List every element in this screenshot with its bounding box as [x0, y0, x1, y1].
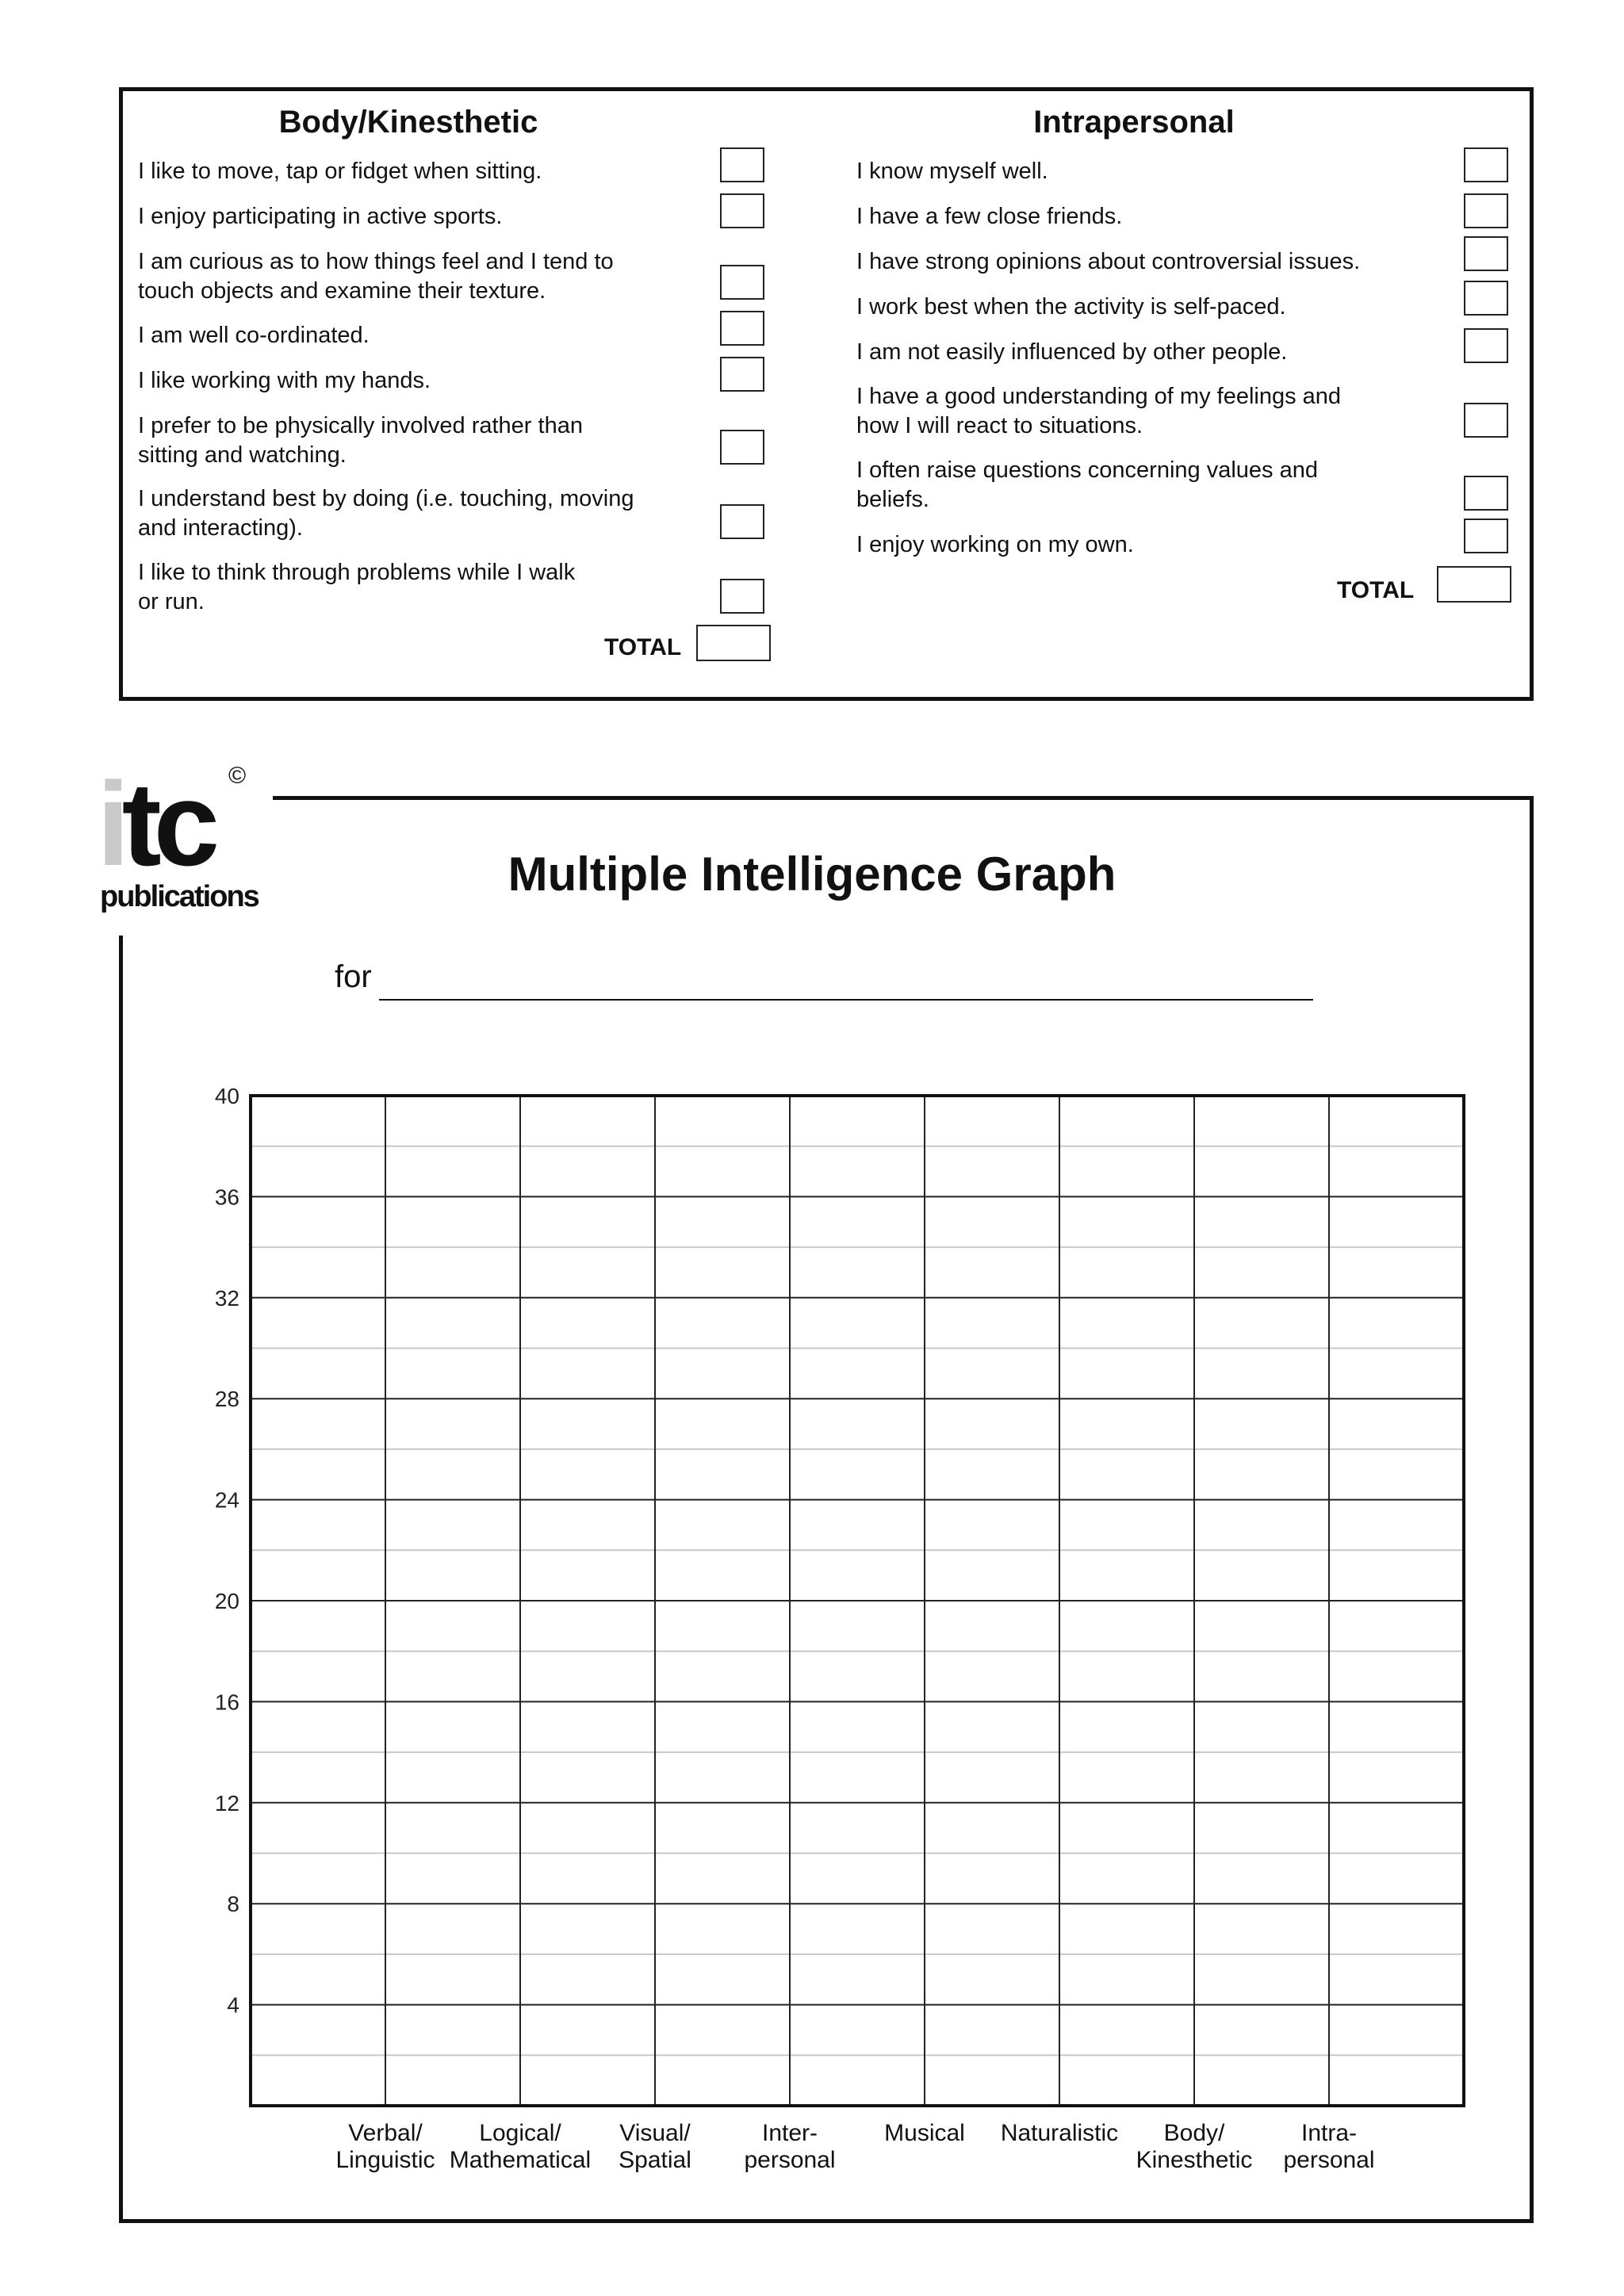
ip-item-4: I work best when the activity is self-paced.: [856, 294, 1286, 320]
x-category-label: Spatial: [619, 2147, 691, 2173]
bk-item-4: I am well co-ordinated.: [138, 323, 370, 348]
x-category-label: Mathematical: [449, 2147, 592, 2173]
x-category-label: Logical/: [479, 2120, 561, 2146]
logo-letters: itc: [97, 757, 213, 890]
x-category-label: Musical: [884, 2120, 965, 2146]
bk-item-8: I like to think through problems while I walk or run.: [138, 560, 576, 614]
x-category-label: Visual/: [619, 2120, 691, 2146]
x-category-label: Verbal/: [348, 2120, 423, 2146]
bk-item-3: I am curious as to how things feel and I tend to touch objects and examine their texture.: [138, 249, 614, 304]
ip-item-7: I often raise questions concerning values and beliefs.: [856, 457, 1318, 512]
ip-item-3: I have strong opinions about controversial issues.: [856, 249, 1361, 274]
y-tick-label: 4: [227, 1992, 239, 2018]
bk-item-2: I enjoy participating in active sports.: [138, 204, 503, 229]
for-label: for: [335, 959, 372, 994]
x-category-label: Naturalistic: [1000, 2120, 1119, 2146]
ip-total-label: TOTAL: [1337, 577, 1415, 603]
x-category-label: Linguistic: [335, 2147, 435, 2173]
x-category-label: Inter-: [761, 2120, 818, 2146]
bk-total-label: TOTAL: [604, 634, 682, 660]
y-tick-label: 24: [214, 1487, 239, 1513]
logo-publications-text: publications: [100, 880, 259, 913]
bk-item-6: I prefer to be physically involved rather than sitting and watching.: [138, 413, 583, 468]
ip-item-5: I am not easily influenced by other people.: [856, 339, 1288, 365]
copyright-symbol: ©: [228, 763, 247, 789]
x-category-label: Intra-: [1300, 2120, 1358, 2146]
y-tick-label: 40: [214, 1084, 239, 1108]
bk-item-5: I like working with my hands.: [138, 368, 431, 393]
y-tick-label: 28: [214, 1387, 239, 1412]
x-category-label: Kinesthetic: [1136, 2147, 1253, 2173]
y-tick-label: 12: [214, 1790, 239, 1816]
ip-item-2: I have a few close friends.: [856, 204, 1123, 229]
y-tick-label: 20: [214, 1589, 239, 1613]
ip-item-8: I enjoy working on my own.: [856, 532, 1134, 557]
graph-title: Multiple Intelligence Graph: [508, 848, 1116, 901]
x-category-label: personal: [744, 2147, 836, 2173]
x-category-label: Body/: [1163, 2120, 1225, 2146]
intrapersonal-heading: Intrapersonal: [1033, 105, 1235, 140]
bk-item-7: I understand best by doing (i.e. touching, moving and interacting).: [138, 486, 634, 541]
bk-item-1: I like to move, tap or fidget when sitting.: [138, 159, 542, 184]
body-kinesthetic-heading: Body/Kinesthetic: [278, 105, 538, 140]
ip-item-1: I know myself well.: [856, 159, 1048, 184]
y-tick-label: 36: [214, 1184, 239, 1210]
y-tick-label: 32: [214, 1285, 239, 1311]
ip-item-6: I have a good understanding of my feelings and how I will react to situations.: [856, 384, 1342, 438]
y-tick-label: 16: [214, 1689, 239, 1715]
y-tick-label: 8: [227, 1892, 239, 1917]
x-category-label: personal: [1283, 2147, 1375, 2173]
